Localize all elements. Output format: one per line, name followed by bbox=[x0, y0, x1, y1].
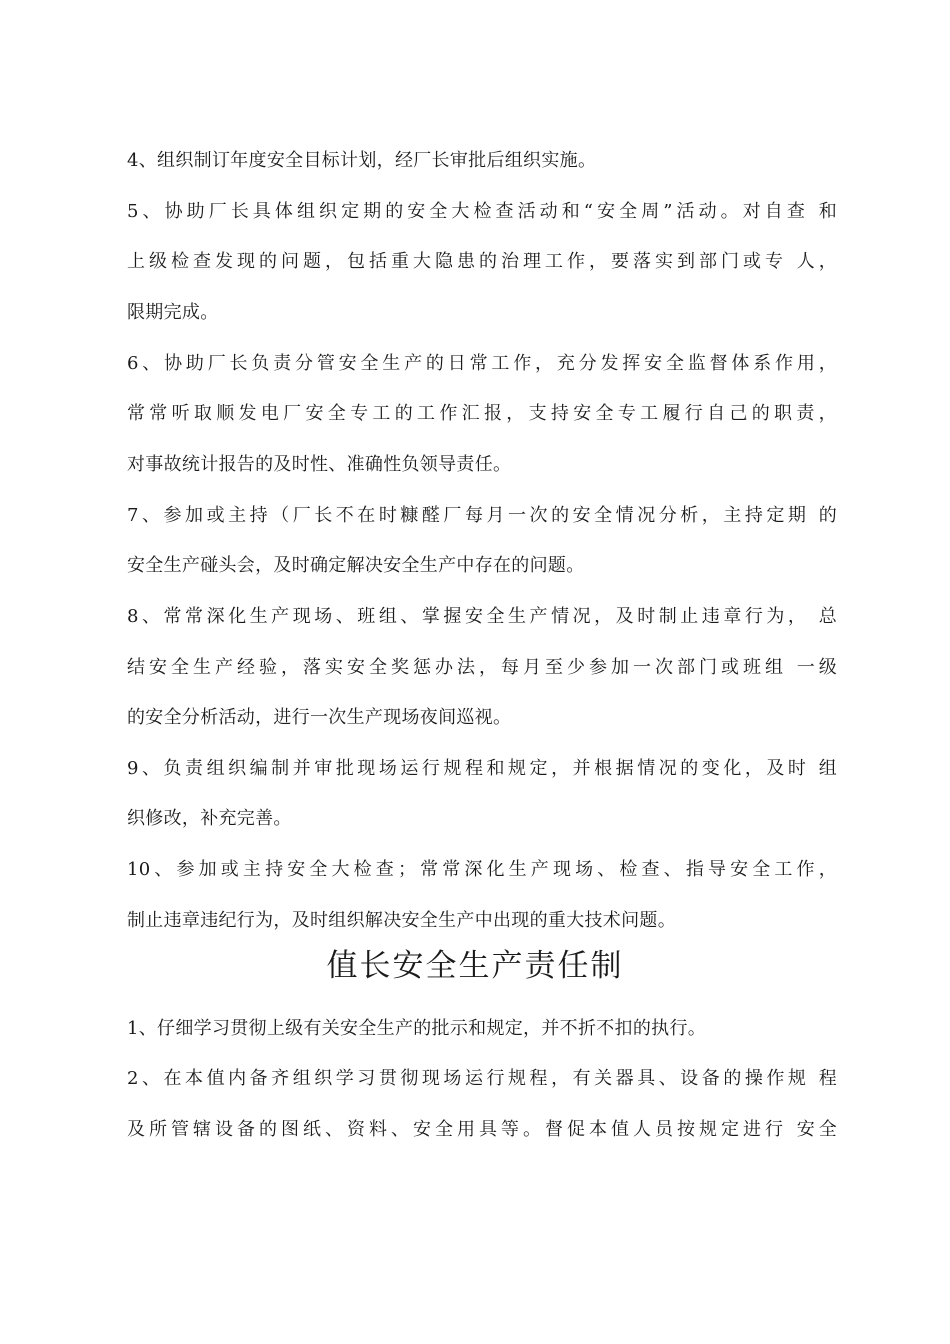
paragraph-8-line-1: 8、常常深化生产现场、班组、掌握安全生产情况，及时制止违章行为， 总 bbox=[127, 606, 837, 627]
paragraph-7-line-1: 7、参加或主持（厂长不在时糠醛厂每月一次的安全情况分析，主持定期 的 bbox=[127, 505, 837, 526]
paragraph-7-line-2: 安全生产碰头会，及时确定解决安全生产中存在的问题。 bbox=[127, 555, 585, 576]
paragraph-9-line-2: 织修改，补充完善。 bbox=[127, 808, 292, 829]
paragraph-6-line-3: 对事故统计报告的及时性、准确性负领导责任。 bbox=[127, 454, 512, 475]
paragraph-9-line-1: 9、负责组织编制并审批现场运行规程和规定，并根据情况的变化，及时 组 bbox=[127, 758, 837, 779]
paragraph-8-line-2: 结安全生产经验，落实安全奖惩办法，每月至少参加一次部门或班组 一级 bbox=[127, 657, 837, 678]
duty-2-line-1: 2、在本值内备齐组织学习贯彻现场运行规程，有关器具、设备的操作规 程 bbox=[127, 1068, 837, 1089]
paragraph-8-line-3: 的安全分析活动，进行一次生产现场夜间巡视。 bbox=[127, 707, 512, 728]
duty-2-line-2: 及所管辖设备的图纸、资料、安全用具等。督促本值人员按规定进行 安全 bbox=[127, 1119, 837, 1140]
paragraph-5-line-2: 上级检查发现的问题，包括重大隐患的治理工作，要落实到部门或专 人， bbox=[127, 251, 837, 272]
paragraph-6-line-2: 常常听取顺发电厂安全专工的工作汇报，支持安全专工履行自己的职责， bbox=[127, 403, 837, 424]
paragraph-6-line-1: 6、协助厂长负责分管安全生产的日常工作，充分发挥安全监督体系作用， bbox=[127, 353, 837, 374]
paragraph-10-line-1: 10、参加或主持安全大检查；常常深化生产现场、检查、指导安全工作， bbox=[127, 859, 837, 880]
section-title: 值长安全生产责任制 bbox=[326, 948, 624, 984]
paragraph-5-line-3: 限期完成。 bbox=[127, 302, 219, 323]
paragraph-5-line-1: 5、协助厂长具体组织定期的安全大检查活动和“安全周”活动。对自查 和 bbox=[127, 201, 837, 222]
duty-1-line-1: 1、仔细学习贯彻上级有关安全生产的批示和规定，并不折不扣的执行。 bbox=[127, 1018, 707, 1039]
paragraph-10-line-2: 制止违章违纪行为，及时组织解决安全生产中出现的重大技术问题。 bbox=[127, 910, 676, 931]
paragraph-4-line-1: 4、组织制订年度安全目标计划，经厂长审批后组织实施。 bbox=[127, 150, 597, 171]
